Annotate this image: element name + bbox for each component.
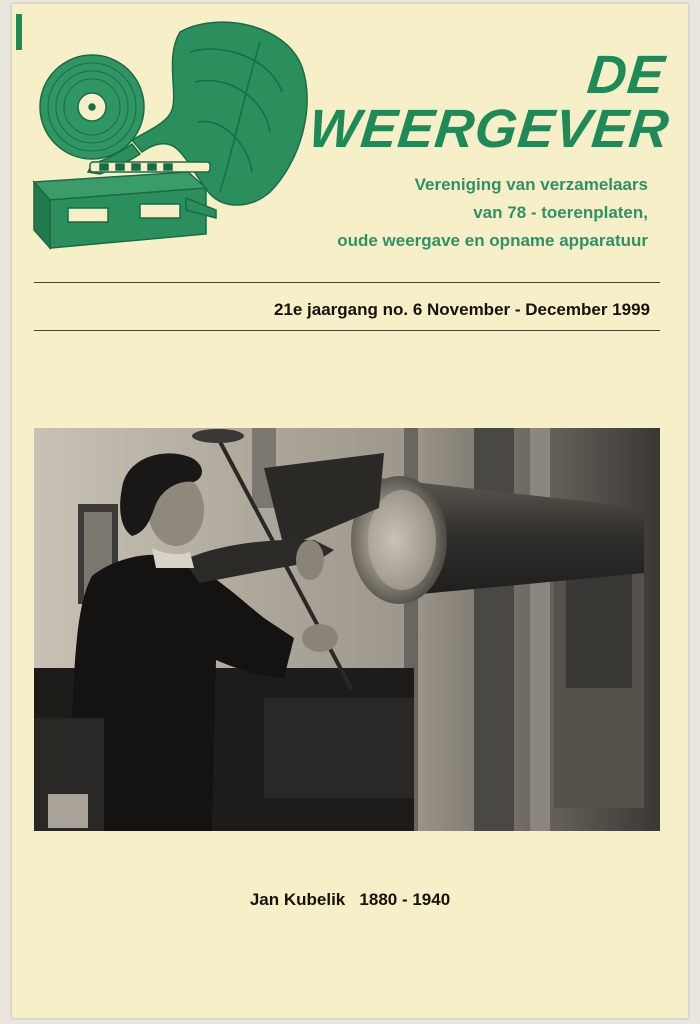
subtitle-line-3: oude weergave en opname apparatuur: [337, 231, 648, 250]
cover-photograph: [34, 428, 660, 831]
issue-label: 21e jaargang no. 6 November - December 1999: [273, 300, 650, 319]
top-divider: [34, 282, 660, 283]
bottom-divider: [34, 330, 660, 331]
subtitle-line-1: Vereniging van verzamelaars: [414, 175, 648, 194]
cover-page: [12, 4, 688, 1018]
magazine-title: DE WEERGEVER: [306, 45, 673, 159]
subtitle-line-2: van 78 - toerenplaten,: [473, 203, 648, 222]
photo-caption: Jan Kubelik 1880 - 1940: [249, 890, 451, 909]
gramophone-logo: [20, 12, 310, 257]
